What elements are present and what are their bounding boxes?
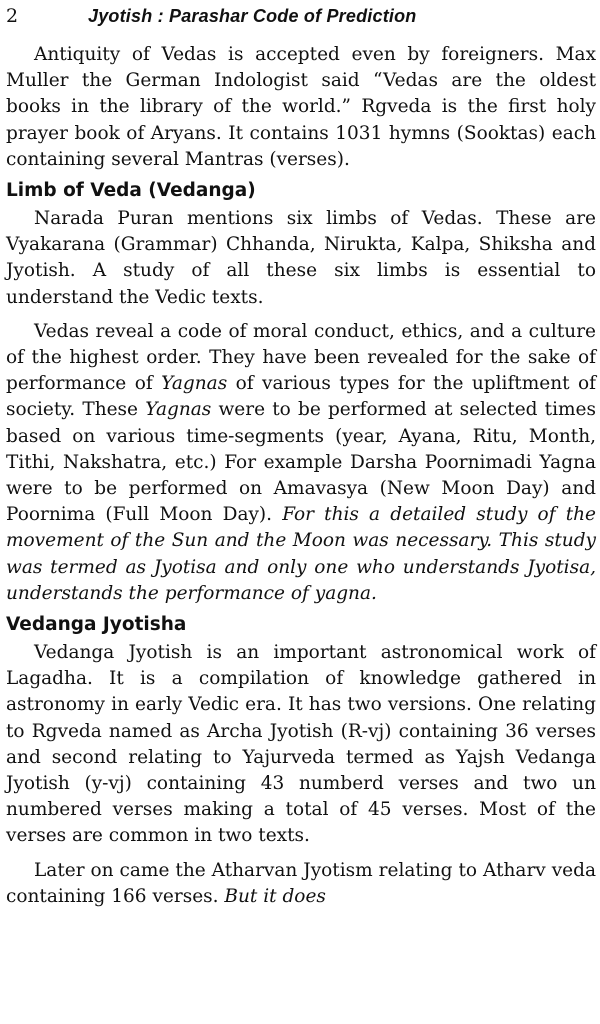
italic-text: For this a detailed study of the movement of the Sun and the Moon was necessary. This study was termed as Jyotisa and only one who understands Jyotisa, understands the performance of yagna. xyxy=(6,504,596,604)
italic-text: Yagnas xyxy=(161,373,228,395)
text-span: of various types for the upliftment of society. These xyxy=(6,373,596,421)
paragraph-spacer xyxy=(6,311,596,319)
book-page xyxy=(6,0,596,910)
section-heading-vedanga-jyotisha: Vedanga Jyotisha xyxy=(6,614,187,636)
italic-text: Yagnas xyxy=(145,399,212,421)
page-content xyxy=(6,42,596,910)
running-title: Jyotish : Parashar Code of Prediction xyxy=(88,6,417,26)
paragraph-vedanga-jyotish: Vedanga Jyotish is an important astronomical work of Lagadha. It is a compilation of knowledge gathered in astronomy in early Vedic era. It has two versions. One relating to Rgveda named as Archa Jyotish (R-vj) containing 36 verses and second relating to Yajurveda termed as Yajsh Vedanga Jyotish (y-vj) containing 43 numberd verses and two un numbered verses making a total of 45 verses. Most of the verses are common in two texts. xyxy=(6,642,596,847)
page-header xyxy=(6,2,596,32)
text-span: Vedas reveal a code of moral conduct, ethics, and a culture of the highest order. They have been revealed for the sake of performance of xyxy=(6,320,596,395)
paragraph-narada-puran: Narada Puran mentions six limbs of Vedas. These are Vyakarana (Grammar) Chhanda, Nirukta, Kalpa, Shiksha and Jyotish. A study of all these six limbs is essential to understand the Vedic texts. xyxy=(6,208,596,308)
text-span: Later on came the Atharvan Jyotism relating to Atharv veda containing 166 verses. xyxy=(6,859,596,907)
paragraph-atharvan-jyotism xyxy=(6,858,596,910)
section-heading-limb-of-veda: Limb of Veda (Vedanga) xyxy=(6,180,256,202)
paragraph-spacer xyxy=(6,850,596,858)
page-number: 2 xyxy=(6,5,19,27)
paragraph-vedas-reveal xyxy=(6,319,596,607)
italic-text: But it does xyxy=(224,885,326,907)
paragraph-antiquity: Antiquity of Vedas is accepted even by foreigners. Max Muller the German Indologist said “Vedas are the oldest books in the library of the world.” Rgveda is the first holy prayer book of Aryans. It contains 1031 hymns (Sooktas) each containing several Mantras (verses). xyxy=(6,44,596,170)
text-span: were to be performed at selected times based on various time-segments (year, Ayana, Ritu, Month, Tithi, Nakshatra, etc.) For example Darsha Poornimadi Yagna were to be performed on Amavasya (New Moon Day) and Poornima (Full Moon Day). xyxy=(6,399,596,526)
